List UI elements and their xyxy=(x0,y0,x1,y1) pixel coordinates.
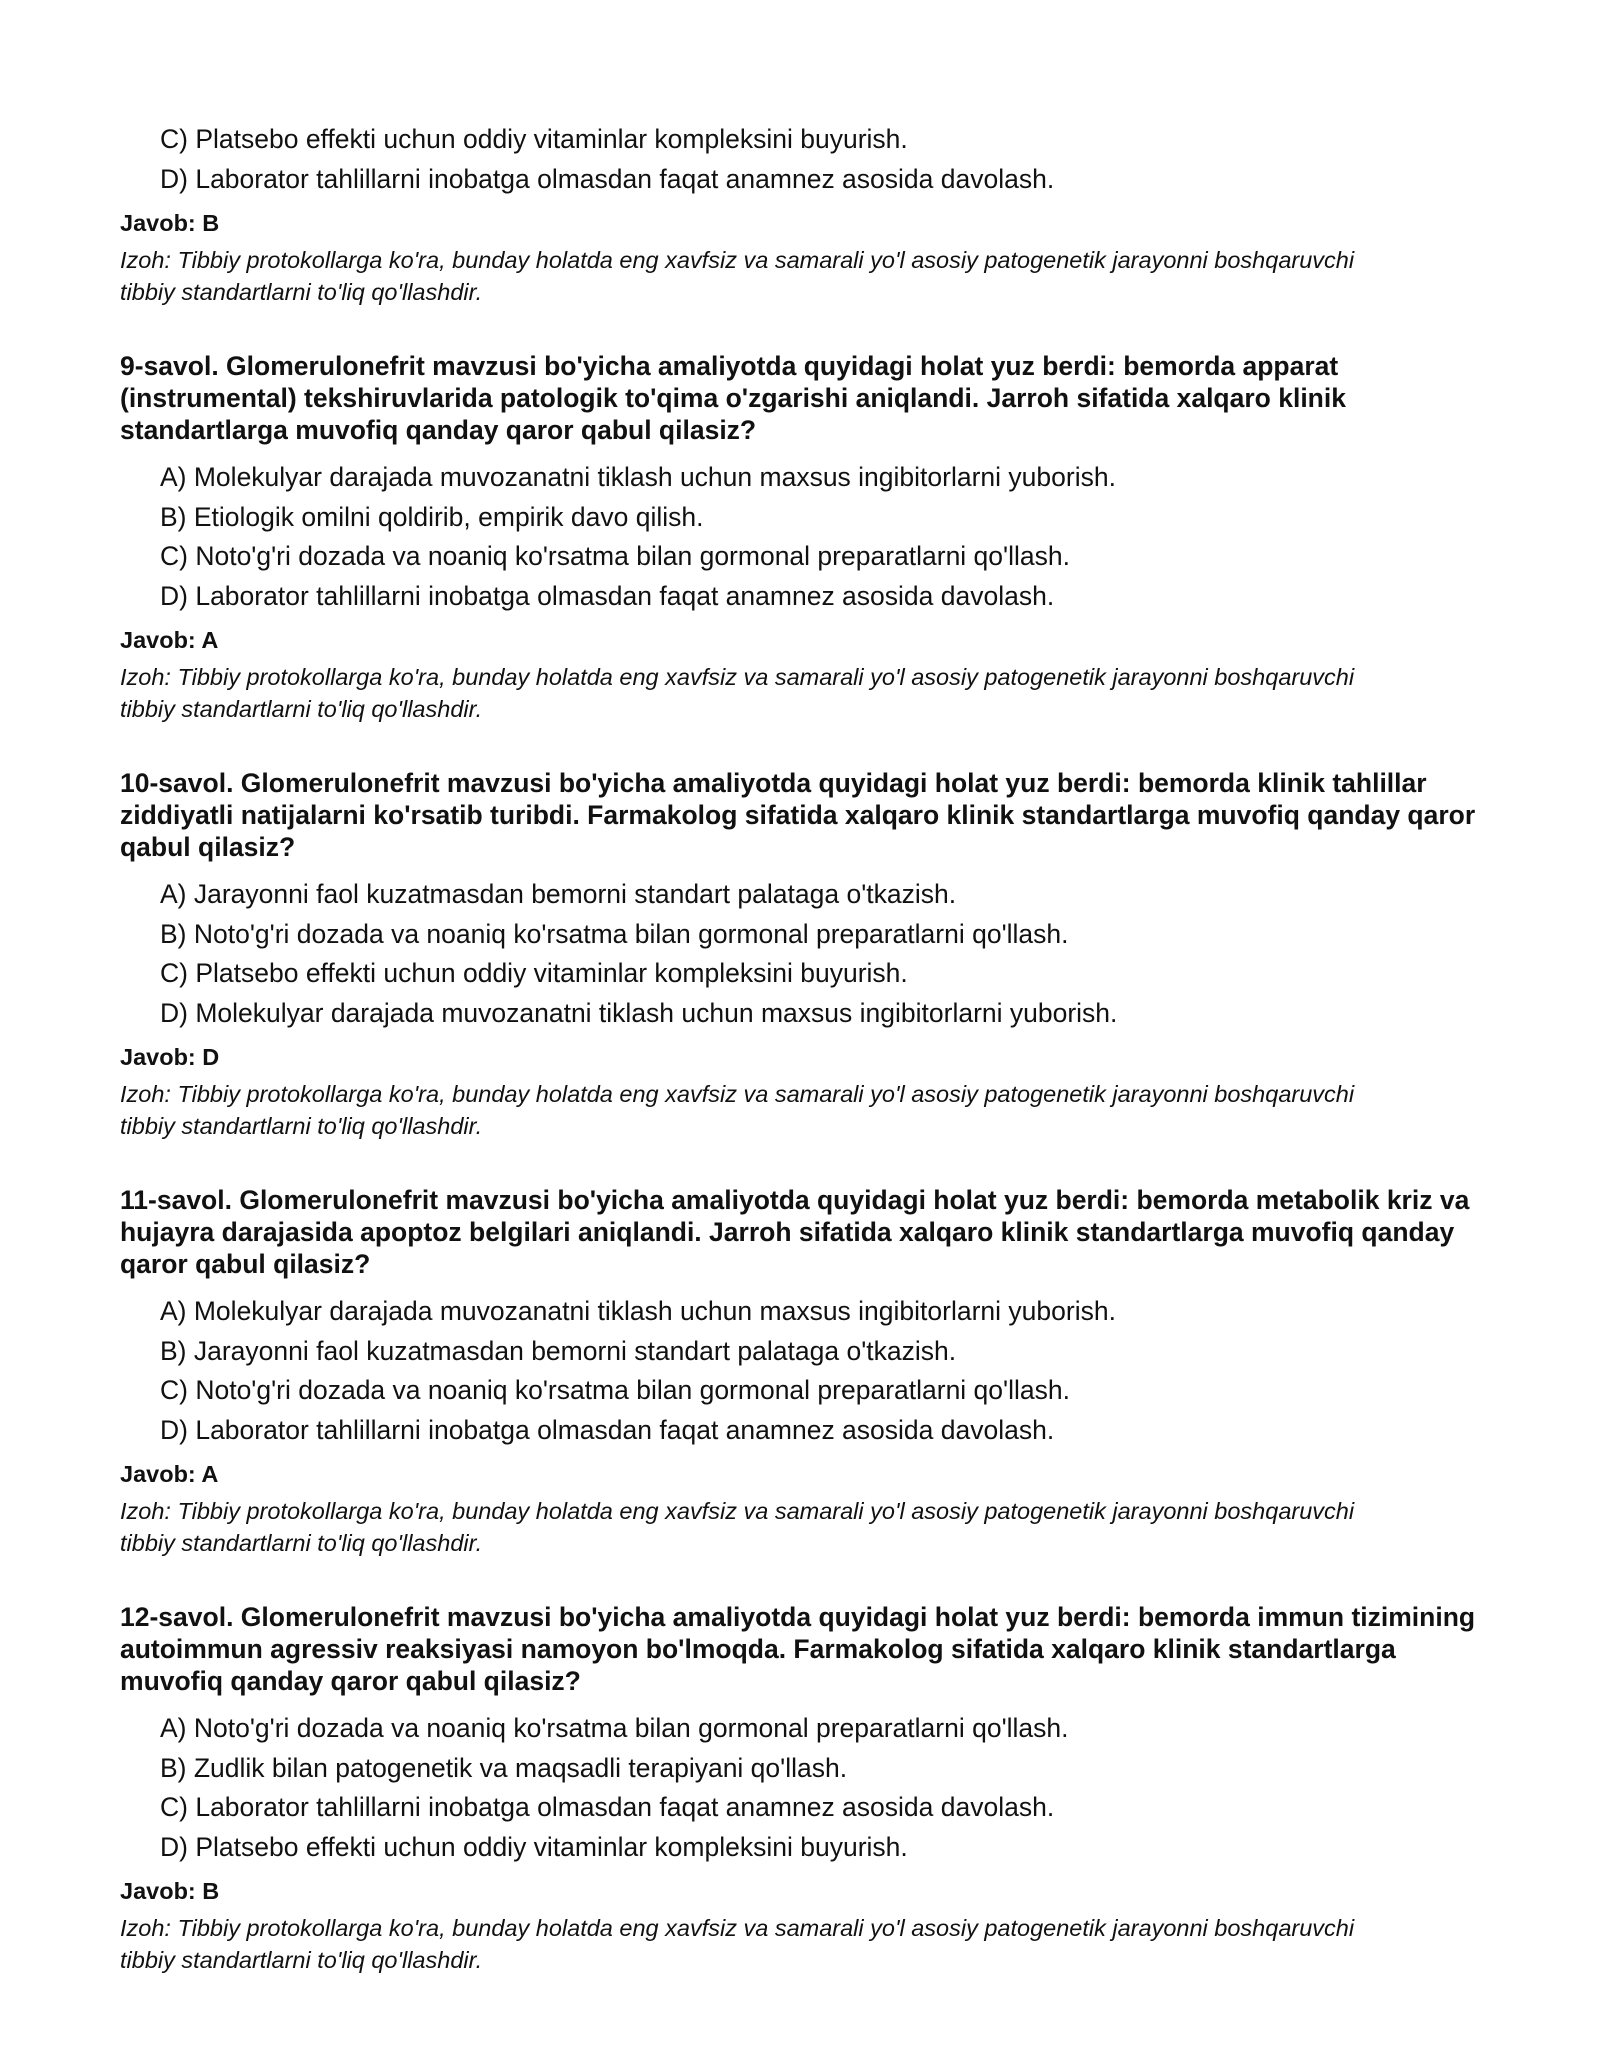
question-text: 10-savol. Glomerulonefrit mavzusi bo'yicha amaliyotda quyidagi holat yuz berdi: bemorda klinik tahlillar ziddiyatli natijalarni ko'rsatib turibdi. Farmakolog sifatida xalqaro klinik standartlarga muvofiq qanday qaror qabul qilasiz? xyxy=(120,768,1476,862)
option-d: D) Laborator tahlillarni inobatga olmasdan faqat anamnez asosida davolash. xyxy=(160,580,1055,611)
option-b: B) Zudlik bilan patogenetik va maqsadli terapiyani qo'llash. xyxy=(160,1752,848,1783)
option-a: A) Molekulyar darajada muvozanatni tiklash uchun maxsus ingibitorlarni yuborish. xyxy=(160,462,1116,492)
option-b: B) Etiologik omilni qoldirib, empirik davo qilish. xyxy=(160,501,704,532)
question-text: 12-savol. Glomerulonefrit mavzusi bo'yicha amaliyotda quyidagi holat yuz berdi: bemorda immun tizimining autoimmun agressiv reaksiyasi namoyon bo'lmoqda. Farmakolog sifatida xalqaro klinik standartlarga muvofiq qanday qaror qabul qilasiz? xyxy=(120,1602,1476,1696)
answer-label: Javob: xyxy=(120,1044,196,1070)
option-list xyxy=(120,875,1480,1033)
option-c: C) Noto'g'ri dozada va noaniq ko'rsatma bilan gormonal preparatlarni qo'llash. xyxy=(160,541,1070,571)
option-a: A) Jarayonni faol kuzatmasdan bemorni standart palataga o'tkazish. xyxy=(160,879,957,909)
option-a: A) Molekulyar darajada muvozanatni tiklash uchun maxsus ingibitorlarni yuborish. xyxy=(160,1296,1116,1326)
option-list xyxy=(120,458,1480,616)
explanation-note: Izoh: Tibbiy protokollarga ko'ra, bunday holatda eng xavfsiz va samarali yo'l asosiy patogenetik jarayonni boshqaruvchi tibbiy standartlarni to'liq qo'llashdir. xyxy=(120,664,1355,722)
question-block-9 xyxy=(120,350,1480,725)
answer-line xyxy=(120,208,1480,238)
answer-label: Javob: xyxy=(120,627,196,653)
answer-line xyxy=(120,1459,1480,1489)
question-text: 9-savol. Glomerulonefrit mavzusi bo'yicha amaliyotda quyidagi holat yuz berdi: bemorda apparat (instrumental) tekshiruvlarida patologik to'qima o'zgarishi aniqlandi. Jarroh sifatida xalqaro klinik standartlarga muvofiq qanday qaror qabul qilasiz? xyxy=(120,351,1346,445)
option-list xyxy=(120,1709,1480,1867)
answer-value: B xyxy=(202,1878,220,1904)
option-c: C) Noto'g'ri dozada va noaniq ko'rsatma bilan gormonal preparatlarni qo'llash. xyxy=(160,1375,1070,1405)
document-page xyxy=(120,120,1480,1976)
answer-line xyxy=(120,625,1480,655)
option-c: C) Platsebo effekti uchun oddiy vitaminlar kompleksini buyurish. xyxy=(160,958,908,988)
option-b: B) Noto'g'ri dozada va noaniq ko'rsatma bilan gormonal preparatlarni qo'llash. xyxy=(160,918,1069,949)
explanation-note: Izoh: Tibbiy protokollarga ko'ra, bunday holatda eng xavfsiz va samarali yo'l asosiy patogenetik jarayonni boshqaruvchi tibbiy standartlarni to'liq qo'llashdir. xyxy=(120,247,1355,305)
answer-label: Javob: xyxy=(120,1878,196,1904)
explanation-note: Izoh: Tibbiy protokollarga ko'ra, bunday holatda eng xavfsiz va samarali yo'l asosiy patogenetik jarayonni boshqaruvchi tibbiy standartlarni to'liq qo'llashdir. xyxy=(120,1081,1355,1139)
answer-value: A xyxy=(201,1461,219,1487)
option-a: A) Noto'g'ri dozada va noaniq ko'rsatma bilan gormonal preparatlarni qo'llash. xyxy=(160,1713,1069,1743)
answer-value: D xyxy=(202,1044,220,1070)
question-text: 11-savol. Glomerulonefrit mavzusi bo'yicha amaliyotda quyidagi holat yuz berdi: bemorda metabolik kriz va hujayra darajasida apoptoz belgilari aniqlandi. Jarroh sifatida xalqaro klinik standartlarga muvofiq qanday qaror qabul qilasiz? xyxy=(120,1185,1470,1279)
option-d: D) Platsebo effekti uchun oddiy vitaminlar kompleksini buyurish. xyxy=(160,1831,908,1862)
answer-value: B xyxy=(202,210,220,236)
option-c: C) Platsebo effekti uchun oddiy vitaminlar kompleksini buyurish. xyxy=(160,124,908,154)
partial-question-block xyxy=(120,120,1480,308)
question-block-11 xyxy=(120,1184,1480,1559)
option-d: D) Laborator tahlillarni inobatga olmasdan faqat anamnez asosida davolash. xyxy=(160,163,1055,194)
option-d: D) Molekulyar darajada muvozanatni tiklash uchun maxsus ingibitorlarni yuborish. xyxy=(160,997,1118,1028)
answer-line xyxy=(120,1042,1480,1072)
option-b: B) Jarayonni faol kuzatmasdan bemorni standart palataga o'tkazish. xyxy=(160,1335,957,1366)
option-d: D) Laborator tahlillarni inobatga olmasdan faqat anamnez asosida davolash. xyxy=(160,1414,1055,1445)
answer-line xyxy=(120,1876,1480,1906)
explanation-note: Izoh: Tibbiy protokollarga ko'ra, bunday holatda eng xavfsiz va samarali yo'l asosiy patogenetik jarayonni boshqaruvchi tibbiy standartlarni to'liq qo'llashdir. xyxy=(120,1915,1355,1973)
question-block-10 xyxy=(120,767,1480,1142)
question-block-12 xyxy=(120,1601,1480,1976)
answer-label: Javob: xyxy=(120,1461,196,1487)
answer-label: Javob: xyxy=(120,210,196,236)
answer-value: A xyxy=(201,627,219,653)
explanation-note: Izoh: Tibbiy protokollarga ko'ra, bunday holatda eng xavfsiz va samarali yo'l asosiy patogenetik jarayonni boshqaruvchi tibbiy standartlarni to'liq qo'llashdir. xyxy=(120,1498,1355,1556)
option-list xyxy=(120,120,1480,199)
option-c: C) Laborator tahlillarni inobatga olmasdan faqat anamnez asosida davolash. xyxy=(160,1792,1055,1822)
option-list xyxy=(120,1292,1480,1450)
